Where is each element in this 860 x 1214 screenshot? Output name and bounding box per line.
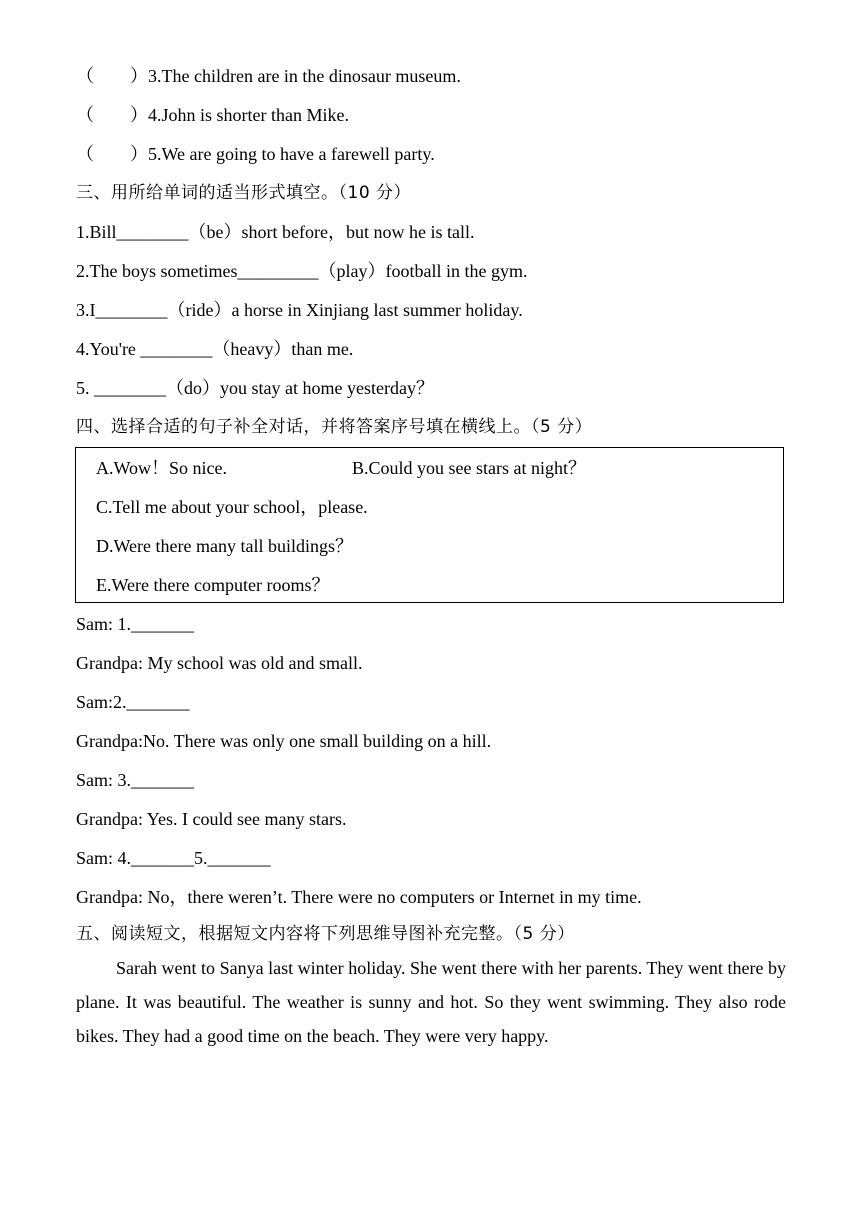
option-d: D.Were there many tall buildings？ (96, 536, 353, 556)
section4-heading: 四、选择合适的句子补全对话，并将答案序号填在横线上。（5 分） (76, 417, 593, 437)
dialogue-line-6: Grandpa: Yes. I could see many stars. (76, 809, 347, 829)
fill-item-1: 1.Bill________（be）short before，but now he is tall. (76, 222, 475, 242)
fill-item-3: 3.I________（ride）a horse in Xinjiang last summer holiday. (76, 300, 523, 320)
fill-item-5: 5. ________（do）you stay at home yesterday？ (76, 378, 434, 398)
dialogue-line-2: Grandpa: My school was old and small. (76, 653, 363, 673)
judge-item-4: （ ）4.John is shorter than Mike. (76, 105, 349, 125)
section3-heading: 三、用所给单词的适当形式填空。（10 分） (76, 183, 412, 203)
dialogue-line-3: Sam:2._______ (76, 692, 190, 712)
option-c: C.Tell me about your school，please. (96, 497, 368, 517)
dialogue-line-8: Grandpa: No，there weren’t. There were no computers or Internet in my time. (76, 887, 642, 907)
dialogue-line-7: Sam: 4._______5._______ (76, 848, 271, 868)
dialogue-line-4: Grandpa:No. There was only one small building on a hill. (76, 731, 492, 751)
passage-text: Sarah went to Sanya last winter holiday. She went there with her parents. They went there by plane. It was beautiful. The weather is sunny and hot. So they went swimming. They also rode bikes. They had a good time on the beach. They were very happy. (76, 958, 786, 1046)
fill-item-2: 2.The boys sometimes_________（play）football in the gym. (76, 261, 528, 281)
options-box (75, 447, 784, 603)
reading-passage (76, 951, 786, 1053)
fill-item-4: 4.You're ________（heavy）than me. (76, 339, 354, 359)
dialogue-line-5: Sam: 3._______ (76, 770, 195, 790)
option-a: A.Wow！So nice. (96, 458, 228, 478)
section5-heading: 五、阅读短文，根据短文内容将下列思维导图补充完整。（5 分） (76, 924, 575, 944)
dialogue-line-1: Sam: 1._______ (76, 614, 195, 634)
option-b: B.Could you see stars at night？ (352, 458, 586, 478)
option-e: E.Were there computer rooms？ (96, 575, 330, 595)
judge-item-5: （ ）5.We are going to have a farewell party. (76, 144, 435, 164)
judge-item-3: （ ）3.The children are in the dinosaur museum. (76, 66, 461, 86)
